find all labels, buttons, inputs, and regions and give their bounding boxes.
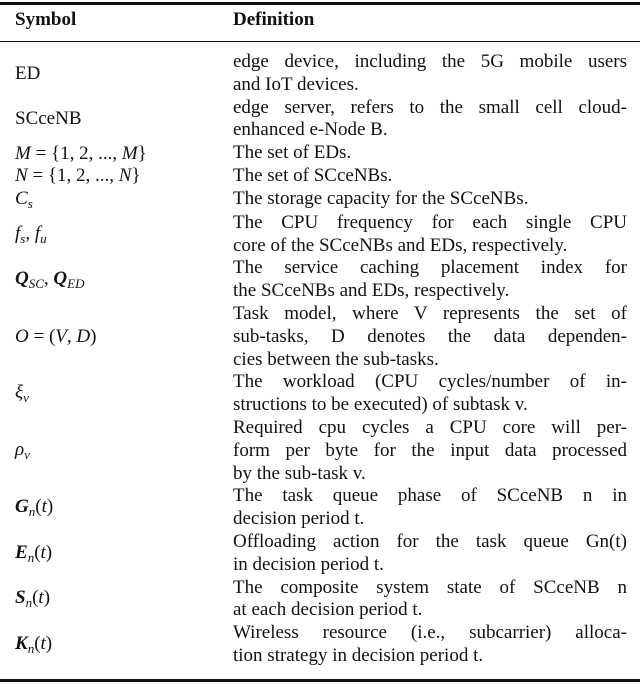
table-row bbox=[0, 417, 640, 485]
symbol-cell bbox=[0, 382, 233, 406]
symbol-part: N bbox=[118, 165, 132, 187]
symbol-part: C bbox=[15, 187, 28, 209]
definition-line: The workload (CPU cycles/number of in- bbox=[233, 371, 627, 393]
definition-cell bbox=[233, 417, 627, 485]
definition-line: structions to be executed) of subtask v. bbox=[233, 394, 528, 416]
symbol-part: G bbox=[15, 496, 29, 518]
symbol-part: ) bbox=[90, 326, 97, 348]
table-row bbox=[0, 485, 640, 531]
definition-line: core of the SCceNBs and EDs, respectively. bbox=[233, 234, 568, 256]
table-row bbox=[0, 212, 640, 258]
table-row bbox=[0, 165, 640, 188]
symbol-part: S bbox=[15, 587, 26, 609]
table-row bbox=[0, 622, 640, 668]
definition-cell bbox=[233, 97, 627, 143]
symbol-part: ED bbox=[15, 62, 41, 84]
symbol-cell bbox=[0, 108, 233, 130]
symbol-part: ( bbox=[32, 587, 39, 609]
symbol-part: , bbox=[66, 326, 77, 348]
definition-cell bbox=[233, 577, 627, 623]
definition-line: edge server, refers to the small cell cloud- bbox=[233, 96, 627, 118]
definition-cell bbox=[233, 165, 627, 188]
symbol-part: t bbox=[41, 496, 47, 518]
table-body bbox=[0, 51, 640, 668]
definition-line: decision period t. bbox=[233, 508, 365, 530]
header-rule bbox=[0, 41, 640, 42]
symbol-part: D bbox=[76, 326, 91, 348]
symbol-part: SCceNB bbox=[15, 108, 82, 130]
definition-line: The CPU frequency for each single CPU bbox=[233, 211, 627, 233]
definition-line: enhanced e-Node B. bbox=[233, 119, 388, 141]
table-row bbox=[0, 531, 640, 577]
definition-line: tion strategy in decision period t. bbox=[233, 644, 484, 666]
definition-line: at each decision period t. bbox=[233, 599, 423, 621]
definition-line: and IoT devices. bbox=[233, 73, 359, 95]
symbol-part: SC bbox=[28, 276, 44, 292]
definition-line: form per byte for the input data processed bbox=[233, 439, 627, 461]
symbol-part: = {1, 2, ..., bbox=[30, 142, 122, 164]
definition-line: sub-tasks, D denotes the data dependen- bbox=[233, 325, 627, 347]
symbol-part: ( bbox=[35, 496, 42, 518]
definition-line: Wireless resource (i.e., subcarrier) alloca- bbox=[233, 622, 627, 644]
table-row bbox=[0, 51, 640, 97]
symbol-cell bbox=[0, 633, 233, 657]
definition-cell bbox=[233, 622, 627, 668]
symbol-part: ρ bbox=[15, 439, 25, 461]
table-bottom-rule bbox=[0, 679, 640, 682]
definition-cell bbox=[233, 485, 627, 531]
definition-line: by the sub-task v. bbox=[233, 462, 366, 484]
definition-line: The service caching placement index for bbox=[233, 257, 627, 279]
symbol-part: v bbox=[24, 447, 30, 463]
table-row bbox=[0, 97, 640, 143]
symbol-cell bbox=[0, 165, 233, 187]
definition-cell bbox=[233, 212, 627, 258]
symbol-part: n bbox=[27, 640, 35, 656]
symbol-part: M bbox=[121, 142, 138, 164]
symbol-part: n bbox=[27, 549, 35, 565]
symbol-part: = {1, 2, ..., bbox=[27, 165, 119, 187]
table-row bbox=[0, 577, 640, 623]
symbol-cell bbox=[0, 223, 233, 247]
definition-line: the SCceNBs and EDs, respectively. bbox=[233, 280, 510, 302]
symbol-cell bbox=[0, 63, 233, 85]
symbol-part: ( bbox=[34, 632, 41, 654]
table-row bbox=[0, 142, 640, 165]
symbol-part: s bbox=[27, 195, 33, 211]
symbol-part: , bbox=[25, 222, 35, 244]
symbol-part: , bbox=[43, 268, 54, 290]
symbol-part: u bbox=[40, 230, 47, 246]
symbol-part: Q bbox=[15, 268, 29, 290]
column-header-definition: Definition bbox=[233, 9, 315, 30]
symbol-part: t bbox=[40, 541, 46, 563]
symbol-part: n bbox=[28, 504, 36, 520]
symbol-part: ) bbox=[46, 496, 54, 518]
definition-cell bbox=[233, 142, 627, 165]
definition-line: cies between the sub-tasks. bbox=[233, 348, 439, 370]
definition-line: in decision period t. bbox=[233, 553, 384, 575]
symbol-part: ) bbox=[43, 587, 51, 609]
symbol-part: ) bbox=[45, 632, 53, 654]
definition-line: edge device, including the 5G mobile users bbox=[233, 51, 627, 72]
definition-line: The storage capacity for the SCceNBs. bbox=[233, 188, 529, 210]
symbol-part: f bbox=[15, 222, 21, 244]
symbol-part: ) bbox=[45, 541, 53, 563]
symbol-part: n bbox=[25, 595, 33, 611]
symbol-part: s bbox=[20, 230, 26, 246]
symbol-part: N bbox=[15, 165, 28, 187]
symbol-part: E bbox=[15, 541, 28, 563]
definition-cell bbox=[233, 257, 627, 303]
symbol-part: } bbox=[137, 142, 147, 164]
symbol-part: ( bbox=[34, 541, 41, 563]
definition-cell bbox=[233, 51, 627, 97]
table-row bbox=[0, 188, 640, 212]
table-row bbox=[0, 303, 640, 371]
symbol-part: ξ bbox=[15, 382, 24, 404]
definition-line: Task model, where V represents the set of bbox=[233, 302, 627, 324]
definition-cell bbox=[233, 188, 627, 211]
symbol-part: v bbox=[23, 390, 29, 406]
definition-cell bbox=[233, 371, 627, 417]
symbol-part: V bbox=[55, 326, 67, 348]
symbol-cell bbox=[0, 439, 233, 463]
definition-line: The set of SCceNBs. bbox=[233, 164, 393, 186]
symbol-cell bbox=[0, 188, 233, 212]
symbol-part: Q bbox=[53, 268, 68, 290]
symbol-cell bbox=[0, 587, 233, 611]
symbol-part: f bbox=[34, 222, 41, 244]
symbol-cell bbox=[0, 268, 233, 292]
symbol-part: M bbox=[15, 142, 31, 164]
symbol-cell bbox=[0, 326, 233, 348]
symbol-cell bbox=[0, 143, 233, 165]
symbol-part: t bbox=[38, 587, 44, 609]
table-top-rule bbox=[0, 2, 640, 5]
symbol-part: O bbox=[15, 326, 29, 348]
definition-line: The set of EDs. bbox=[233, 142, 352, 164]
column-header-symbol: Symbol bbox=[15, 9, 77, 30]
table-row bbox=[0, 257, 640, 303]
definition-cell bbox=[233, 303, 627, 371]
symbol-part: ED bbox=[67, 276, 85, 292]
definition-cell bbox=[233, 531, 627, 577]
symbol-cell bbox=[0, 542, 233, 566]
definition-line: Required cpu cycles a CPU core will per- bbox=[233, 416, 627, 438]
symbol-part: K bbox=[15, 632, 28, 654]
definition-line: The composite system state of SCceNB n bbox=[233, 576, 627, 598]
symbol-cell bbox=[0, 496, 233, 520]
symbol-part: = ( bbox=[28, 326, 56, 348]
symbol-part: } bbox=[131, 165, 141, 187]
definition-line: The task queue phase of SCceNB n in bbox=[233, 485, 627, 507]
symbol-part: t bbox=[40, 632, 46, 654]
definition-line: Offloading action for the task queue Gn(t) bbox=[233, 530, 627, 552]
table-row bbox=[0, 371, 640, 417]
